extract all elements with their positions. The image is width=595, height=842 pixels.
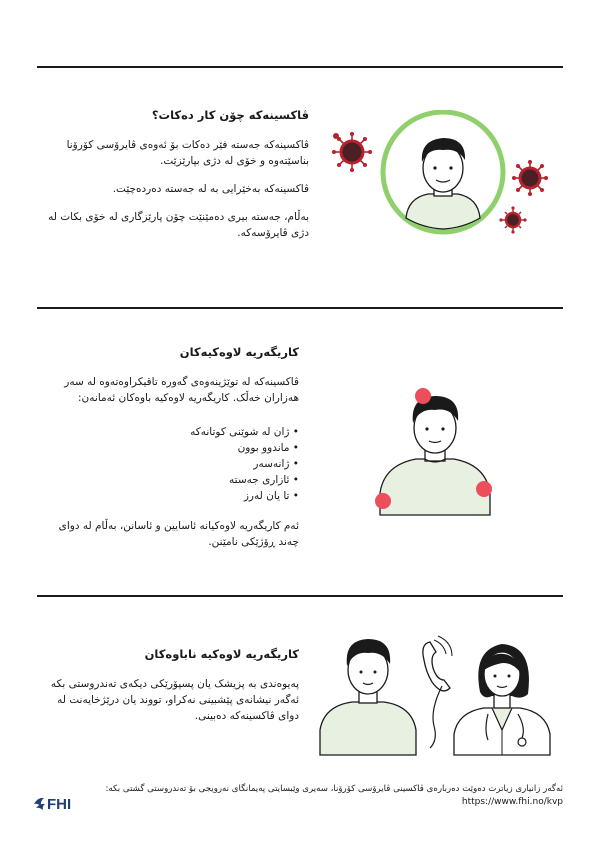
phone-icon [423,636,452,748]
footer [80,783,563,809]
section-divider [37,595,563,597]
pain-marker [415,388,431,404]
section-how-it-works [47,107,309,253]
section-uncommon-effects [37,646,299,736]
virus-icon [512,160,548,196]
person-with-viruses-illustration [328,110,563,245]
patient-calling-doctor-illustration [312,630,562,758]
pain-marker [375,493,391,509]
section-title: کاریگەریە لاوەکیە ناباوەکان [144,647,299,661]
website-link[interactable]: https://www.fhi.no/kvp [461,797,563,807]
top-divider [37,66,563,68]
paragraph: پەیوەندی بە پزیشک یان پسپۆرێکی دیکەی تەندروستی بکە ئەگەر نیشانەی پێشبینی نەکراو، تووند یان درێژخایەنت لە دوای ڤاکسینەکە دەبینی. [50,678,299,722]
section-title: کاریگەریە لاوەکیەکان [179,345,299,359]
list-item: • تا یان لەرز [37,488,299,504]
list-item: • ژان لە شوێنی کوتانەکە [37,424,299,440]
doctor-icon [454,644,550,755]
paragraph: ڤاکسینەکە لە توێژینەوەی گەورە تاقیکراوەتەوە لە سەر هەزاران خەڵک. کاریگەریە لاوەکیە باوەکان ئەمانەن: [64,376,299,404]
fhi-logo [32,794,82,812]
list-item: • ماندوو بوون [37,440,299,456]
virus-icon [499,206,526,233]
side-effects-list [37,424,299,504]
virus-icon [333,133,339,139]
list-item: • ژانەسەر [37,456,299,472]
person-with-pain-points-illustration [370,383,500,523]
footer-note: ئەگەر زانیاری زیاترت دەوێت دەربارەی ڤاکسینی ڤایرۆسی کۆرۆنا، سەیری وێبسایتی پەیمانگای نەرویجی بۆ تەندروستی گشتی بکە: [105,784,563,794]
logo-text: FHI [47,796,72,812]
paragraph: ئەم کاریگەریە لاوەکیانە ئاسایین و ئاسانن، بەڵام لە دوای چەند ڕۆژێکی نامێنن. [58,520,299,548]
section-divider [37,307,563,309]
section-title: ڤاکسینەکە چۆن کار دەکات؟ [151,108,309,122]
person-icon [320,639,416,755]
paragraph: بەڵام، جەستە بیری دەمێنێت چۆن پارێزگاری لە خۆی بکات لە دژی ڤایرۆسەکە. [48,211,309,239]
paragraph: ڤاکسینەکە جەستە فێر دەکات بۆ ئەوەی ڤایرۆسی کۆرۆنا بناسێتەوە و خۆی لە دژی بپارێزێت. [66,139,309,167]
paragraph: ڤاکسینەکە بەخێرایی بە لە جەستە دەردەچێت. [112,183,309,195]
section-side-effects [37,344,299,562]
list-item: • ئازاری جەستە [37,472,299,488]
pain-marker [476,481,492,497]
